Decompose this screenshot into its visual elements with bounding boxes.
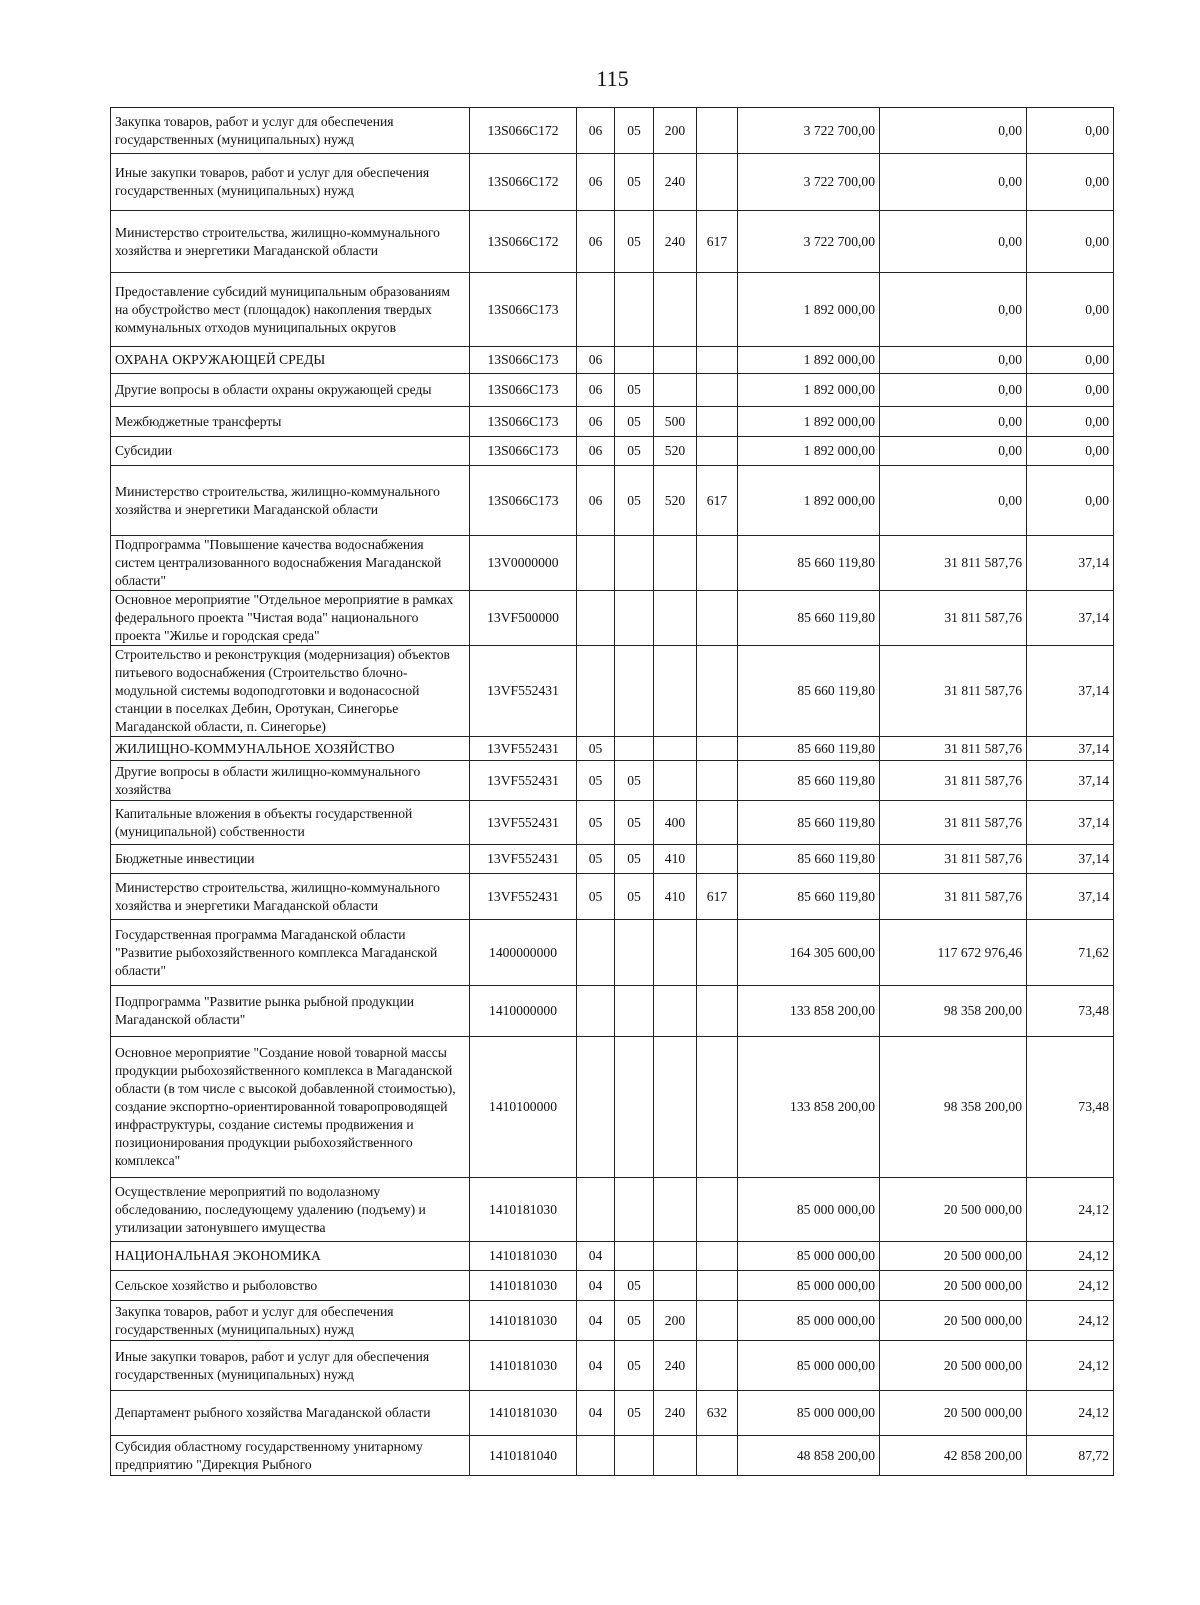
row-execution-percent: 0,00 [1027,437,1114,466]
row-section: 04 [577,1391,615,1436]
row-expense-type [654,646,697,737]
row-name: Основное мероприятие "Отдельное мероприятие в рамках федерального проекта "Чистая вода" национального проекта "Жилье и городская среда" [111,591,470,646]
row-actual-amount: 20 500 000,00 [880,1341,1027,1391]
table-row [111,874,1114,920]
row-plan-amount: 85 660 119,80 [738,845,880,874]
row-plan-amount: 1 892 000,00 [738,374,880,407]
row-expense-type: 410 [654,874,697,920]
budget-table [110,107,1114,1476]
row-subsection [615,920,654,986]
row-code: 1410181030 [470,1391,577,1436]
row-execution-percent: 37,14 [1027,536,1114,591]
table-row [111,374,1114,407]
row-actual-amount: 20 500 000,00 [880,1242,1027,1271]
table-row [111,801,1114,845]
row-actual-amount: 0,00 [880,374,1027,407]
row-execution-percent: 0,00 [1027,154,1114,211]
row-execution-percent: 37,14 [1027,591,1114,646]
row-code: 1410181030 [470,1242,577,1271]
row-section: 05 [577,761,615,801]
row-name: Строительство и реконструкция (модернизация) объектов питьевого водоснабжения (Строительство блочно-модульной системы водоподготовки и водонасосной станции в поселках Дебин, Оротукан, Синегорье Магаданской области, п. Синегорье) [111,646,470,737]
row-code: 1410181040 [470,1436,577,1476]
table-row [111,437,1114,466]
row-plan-amount: 85 660 119,80 [738,646,880,737]
row-plan-amount: 133 858 200,00 [738,1037,880,1178]
row-code: 13VF500000 [470,591,577,646]
row-section [577,536,615,591]
row-administrator [697,1436,738,1476]
row-code: 13VF552431 [470,761,577,801]
row-actual-amount: 42 858 200,00 [880,1436,1027,1476]
row-plan-amount: 85 660 119,80 [738,874,880,920]
row-section [577,646,615,737]
row-name: Подпрограмма "Развитие рынка рыбной продукции Магаданской области" [111,986,470,1037]
row-actual-amount: 20 500 000,00 [880,1391,1027,1436]
row-expense-type [654,591,697,646]
row-execution-percent: 24,12 [1027,1178,1114,1242]
row-section [577,591,615,646]
row-administrator [697,1301,738,1341]
row-execution-percent: 24,12 [1027,1391,1114,1436]
row-actual-amount: 0,00 [880,273,1027,347]
row-subsection [615,273,654,347]
row-plan-amount: 3 722 700,00 [738,108,880,154]
row-plan-amount: 85 000 000,00 [738,1271,880,1301]
row-plan-amount: 1 892 000,00 [738,437,880,466]
row-subsection: 05 [615,154,654,211]
row-expense-type: 410 [654,845,697,874]
row-name: Бюджетные инвестиции [111,845,470,874]
row-section: 06 [577,437,615,466]
row-subsection [615,591,654,646]
row-expense-type [654,761,697,801]
row-section: 06 [577,211,615,273]
row-actual-amount: 0,00 [880,211,1027,273]
row-subsection [615,1242,654,1271]
table-row [111,536,1114,591]
row-section [577,1436,615,1476]
row-actual-amount: 0,00 [880,466,1027,536]
row-execution-percent: 73,48 [1027,986,1114,1037]
row-actual-amount: 0,00 [880,108,1027,154]
row-actual-amount: 98 358 200,00 [880,986,1027,1037]
row-code: 13S066С173 [470,374,577,407]
row-actual-amount: 31 811 587,76 [880,737,1027,761]
row-name: Субсидии [111,437,470,466]
row-actual-amount: 0,00 [880,407,1027,437]
row-plan-amount: 3 722 700,00 [738,154,880,211]
row-execution-percent: 24,12 [1027,1341,1114,1391]
row-code: 1400000000 [470,920,577,986]
row-execution-percent: 71,62 [1027,920,1114,986]
row-subsection: 05 [615,801,654,845]
row-code: 1410181030 [470,1341,577,1391]
row-section: 04 [577,1271,615,1301]
row-administrator: 617 [697,466,738,536]
row-plan-amount: 85 660 119,80 [738,591,880,646]
row-execution-percent: 37,14 [1027,874,1114,920]
row-expense-type [654,737,697,761]
row-section: 06 [577,407,615,437]
row-expense-type: 240 [654,1391,697,1436]
row-actual-amount: 98 358 200,00 [880,1037,1027,1178]
row-execution-percent: 37,14 [1027,737,1114,761]
row-actual-amount: 31 811 587,76 [880,536,1027,591]
row-subsection: 05 [615,437,654,466]
row-plan-amount: 1 892 000,00 [738,273,880,347]
row-expense-type [654,374,697,407]
row-subsection [615,737,654,761]
row-subsection [615,1037,654,1178]
table-row [111,920,1114,986]
row-actual-amount: 0,00 [880,154,1027,211]
row-section [577,920,615,986]
row-administrator [697,154,738,211]
row-actual-amount: 31 811 587,76 [880,761,1027,801]
row-subsection: 05 [615,1341,654,1391]
row-expense-type [654,1436,697,1476]
row-expense-type: 400 [654,801,697,845]
table-row [111,737,1114,761]
row-plan-amount: 85 000 000,00 [738,1391,880,1436]
table-row [111,845,1114,874]
row-name: Межбюджетные трансферты [111,407,470,437]
row-name: ОХРАНА ОКРУЖАЮЩЕЙ СРЕДЫ [111,347,470,374]
row-plan-amount: 85 660 119,80 [738,536,880,591]
row-execution-percent: 37,14 [1027,801,1114,845]
row-actual-amount: 20 500 000,00 [880,1178,1027,1242]
row-execution-percent: 37,14 [1027,761,1114,801]
row-administrator [697,536,738,591]
row-code: 1410181030 [470,1271,577,1301]
row-expense-type: 500 [654,407,697,437]
row-administrator [697,1037,738,1178]
row-plan-amount: 164 305 600,00 [738,920,880,986]
row-execution-percent: 0,00 [1027,347,1114,374]
row-name: Министерство строительства, жилищно-коммунального хозяйства и энергетики Магаданской области [111,466,470,536]
row-code: 13S066С172 [470,211,577,273]
row-plan-amount: 85 660 119,80 [738,737,880,761]
row-actual-amount: 31 811 587,76 [880,591,1027,646]
row-administrator [697,347,738,374]
row-administrator [697,1271,738,1301]
row-subsection: 05 [615,874,654,920]
row-administrator [697,407,738,437]
row-name: НАЦИОНАЛЬНАЯ ЭКОНОМИКА [111,1242,470,1271]
row-section [577,986,615,1037]
row-execution-percent: 0,00 [1027,466,1114,536]
row-plan-amount: 85 000 000,00 [738,1301,880,1341]
row-name: Иные закупки товаров, работ и услуг для обеспечения государственных (муниципальных) нужд [111,154,470,211]
row-code: 13S066С173 [470,466,577,536]
row-code: 13S066С173 [470,347,577,374]
row-subsection: 05 [615,108,654,154]
row-expense-type [654,347,697,374]
row-code: 13VF552431 [470,845,577,874]
row-section: 04 [577,1242,615,1271]
row-section: 06 [577,466,615,536]
row-administrator [697,1341,738,1391]
row-code: 13S066С173 [470,273,577,347]
row-expense-type: 200 [654,108,697,154]
table-row [111,273,1114,347]
table-row [111,1242,1114,1271]
row-name: Сельское хозяйство и рыболовство [111,1271,470,1301]
row-subsection: 05 [615,1391,654,1436]
row-actual-amount: 20 500 000,00 [880,1271,1027,1301]
row-administrator [697,1242,738,1271]
row-code: 1410181030 [470,1178,577,1242]
row-execution-percent: 24,12 [1027,1242,1114,1271]
row-plan-amount: 85 660 119,80 [738,761,880,801]
row-name: Основное мероприятие "Создание новой товарной массы продукции рыбохозяйственного комплекса в Магаданской области (в том числе с высокой добавленной стоимостью), создание экспортно-ориентированной товаропроводящей инфраструктуры, создание системы продвижения и позиционирования продукции рыбохозяйственного комплекса" [111,1037,470,1178]
row-expense-type [654,1178,697,1242]
row-administrator [697,646,738,737]
row-expense-type [654,536,697,591]
row-code: 13VF552431 [470,737,577,761]
row-subsection: 05 [615,845,654,874]
row-plan-amount: 133 858 200,00 [738,986,880,1037]
row-administrator [697,845,738,874]
row-administrator [697,1178,738,1242]
row-execution-percent: 24,12 [1027,1301,1114,1341]
row-actual-amount: 117 672 976,46 [880,920,1027,986]
row-name: Государственная программа Магаданской области "Развитие рыбохозяйственного комплекса Магаданской области" [111,920,470,986]
row-section: 05 [577,737,615,761]
row-expense-type [654,986,697,1037]
row-expense-type: 200 [654,1301,697,1341]
table-row [111,466,1114,536]
row-name: Другие вопросы в области жилищно-коммунального хозяйства [111,761,470,801]
row-execution-percent: 73,48 [1027,1037,1114,1178]
row-name: Другие вопросы в области охраны окружающей среды [111,374,470,407]
row-plan-amount: 3 722 700,00 [738,211,880,273]
row-expense-type [654,273,697,347]
row-expense-type [654,1242,697,1271]
row-administrator: 632 [697,1391,738,1436]
table-row [111,1301,1114,1341]
row-plan-amount: 1 892 000,00 [738,466,880,536]
row-expense-type: 240 [654,211,697,273]
row-execution-percent: 0,00 [1027,273,1114,347]
row-subsection [615,646,654,737]
row-code: 13VF552431 [470,646,577,737]
row-section: 05 [577,845,615,874]
row-expense-type [654,1037,697,1178]
table-row [111,761,1114,801]
table-row [111,347,1114,374]
row-name: Капитальные вложения в объекты государственной (муниципальной) собственности [111,801,470,845]
row-name: Закупка товаров, работ и услуг для обеспечения государственных (муниципальных) нужд [111,1301,470,1341]
row-section: 05 [577,874,615,920]
table-row [111,108,1114,154]
row-administrator [697,273,738,347]
row-actual-amount: 31 811 587,76 [880,845,1027,874]
row-subsection: 05 [615,466,654,536]
row-name: Департамент рыбного хозяйства Магаданской области [111,1391,470,1436]
row-subsection: 05 [615,211,654,273]
row-section: 04 [577,1301,615,1341]
row-section: 06 [577,374,615,407]
row-code: 13V0000000 [470,536,577,591]
row-administrator [697,437,738,466]
row-subsection [615,1436,654,1476]
row-code: 1410181030 [470,1301,577,1341]
table-row [111,1037,1114,1178]
row-administrator [697,374,738,407]
row-execution-percent: 87,72 [1027,1436,1114,1476]
row-administrator: 617 [697,211,738,273]
row-code: 13S066С172 [470,108,577,154]
row-actual-amount: 31 811 587,76 [880,646,1027,737]
table-row [111,407,1114,437]
row-plan-amount: 85 000 000,00 [738,1242,880,1271]
row-section: 06 [577,108,615,154]
row-subsection [615,986,654,1037]
row-code: 13S066С173 [470,437,577,466]
row-subsection: 05 [615,761,654,801]
table-row [111,1391,1114,1436]
table-row [111,211,1114,273]
table-row [111,154,1114,211]
row-administrator [697,801,738,845]
row-code: 1410100000 [470,1037,577,1178]
page-number: 115 [596,66,629,91]
table-row [111,1178,1114,1242]
row-name: Субсидия областному государственному унитарному предприятию "Дирекция Рыбного [111,1436,470,1476]
row-name: Осуществление мероприятий по водолазному обследованию, последующему удалению (подъему) и утилизации затонувшего имущества [111,1178,470,1242]
row-execution-percent: 0,00 [1027,407,1114,437]
row-actual-amount: 0,00 [880,437,1027,466]
row-name: Предоставление субсидий муниципальным образованиям на обустройство мест (площадок) накопления твердых коммунальных отходов муниципальных округов [111,273,470,347]
row-code: 1410000000 [470,986,577,1037]
row-administrator [697,591,738,646]
row-execution-percent: 0,00 [1027,108,1114,154]
row-subsection: 05 [615,407,654,437]
row-execution-percent: 0,00 [1027,211,1114,273]
table-row [111,591,1114,646]
row-subsection [615,347,654,374]
row-administrator: 617 [697,874,738,920]
row-expense-type: 240 [654,154,697,211]
row-expense-type: 520 [654,466,697,536]
row-administrator [697,761,738,801]
row-code: 13S066С172 [470,154,577,211]
row-name: Иные закупки товаров, работ и услуг для обеспечения государственных (муниципальных) нужд [111,1341,470,1391]
row-actual-amount: 0,00 [880,347,1027,374]
row-section: 05 [577,801,615,845]
row-name: Подпрограмма "Повышение качества водоснабжения систем централизованного водоснабжения Магаданской области" [111,536,470,591]
row-section: 06 [577,347,615,374]
row-execution-percent: 37,14 [1027,646,1114,737]
table-row [111,1341,1114,1391]
row-plan-amount: 85 660 119,80 [738,801,880,845]
table-body [111,108,1114,1476]
row-subsection [615,1178,654,1242]
row-section: 04 [577,1341,615,1391]
row-execution-percent: 24,12 [1027,1271,1114,1301]
row-subsection: 05 [615,1271,654,1301]
row-administrator [697,737,738,761]
row-subsection [615,536,654,591]
row-plan-amount: 85 000 000,00 [738,1341,880,1391]
row-expense-type [654,920,697,986]
row-subsection: 05 [615,1301,654,1341]
row-code: 13S066С173 [470,407,577,437]
row-plan-amount: 85 000 000,00 [738,1178,880,1242]
row-subsection: 05 [615,374,654,407]
row-plan-amount: 48 858 200,00 [738,1436,880,1476]
row-actual-amount: 31 811 587,76 [880,801,1027,845]
row-name: Министерство строительства, жилищно-коммунального хозяйства и энергетики Магаданской области [111,874,470,920]
table-row [111,1436,1114,1476]
row-code: 13VF552431 [470,801,577,845]
table-row [111,986,1114,1037]
row-plan-amount: 1 892 000,00 [738,347,880,374]
row-section [577,1178,615,1242]
table-row [111,1271,1114,1301]
row-administrator [697,986,738,1037]
row-administrator [697,108,738,154]
row-name: Закупка товаров, работ и услуг для обеспечения государственных (муниципальных) нужд [111,108,470,154]
row-name: Министерство строительства, жилищно-коммунального хозяйства и энергетики Магаданской области [111,211,470,273]
row-actual-amount: 20 500 000,00 [880,1301,1027,1341]
row-section: 06 [577,154,615,211]
row-plan-amount: 1 892 000,00 [738,407,880,437]
row-expense-type: 240 [654,1341,697,1391]
row-expense-type [654,1271,697,1301]
row-name: ЖИЛИЩНО-КОММУНАЛЬНОЕ ХОЗЯЙСТВО [111,737,470,761]
row-actual-amount: 31 811 587,76 [880,874,1027,920]
row-section [577,273,615,347]
row-expense-type: 520 [654,437,697,466]
row-section [577,1037,615,1178]
row-code: 13VF552431 [470,874,577,920]
table-row [111,646,1114,737]
row-administrator [697,920,738,986]
row-execution-percent: 0,00 [1027,374,1114,407]
row-execution-percent: 37,14 [1027,845,1114,874]
